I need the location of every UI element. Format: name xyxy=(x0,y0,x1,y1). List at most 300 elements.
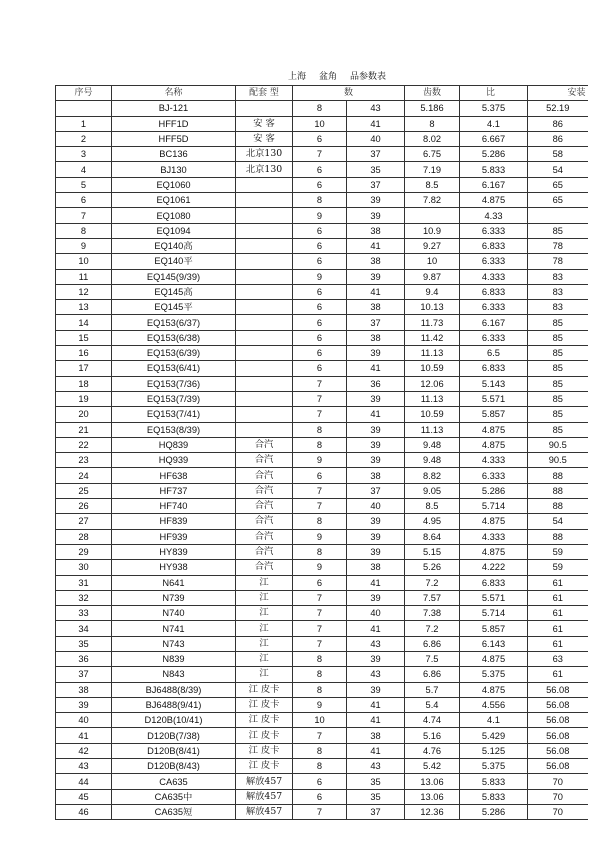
table-row xyxy=(56,131,588,146)
row-seq: 46 xyxy=(56,804,112,819)
row-ratio-1: 9.05 xyxy=(405,483,460,498)
row-seq: 26 xyxy=(56,499,112,514)
table-row xyxy=(56,269,588,284)
row-teeth-1: 8 xyxy=(293,682,347,697)
row-teeth-2: 39 xyxy=(347,453,405,468)
row-teeth-2: 39 xyxy=(347,529,405,544)
row-ratio-2: 5.375 xyxy=(460,759,528,774)
row-install: 61 xyxy=(528,590,588,605)
row-seq: 16 xyxy=(56,346,112,361)
row-name: HF737 xyxy=(112,483,236,498)
header-config: 配套 型 xyxy=(236,86,293,101)
table-row xyxy=(56,789,588,804)
row-ratio-2: 6.333 xyxy=(460,223,528,238)
row-teeth-2: 43 xyxy=(347,667,405,682)
row-config xyxy=(236,101,293,116)
row-ratio-1: 12.06 xyxy=(405,376,460,391)
row-config xyxy=(236,361,293,376)
row-teeth-1: 6 xyxy=(293,346,347,361)
row-ratio-2: 5.857 xyxy=(460,621,528,636)
row-teeth-1: 9 xyxy=(293,560,347,575)
row-teeth-1: 9 xyxy=(293,529,347,544)
row-config xyxy=(236,208,293,223)
row-config xyxy=(236,284,293,299)
row-install: 52.19 xyxy=(528,101,588,116)
row-teeth-1: 6 xyxy=(293,789,347,804)
row-ratio-2: 4.875 xyxy=(460,193,528,208)
row-name: EQ153(6/37) xyxy=(112,315,236,330)
table-row xyxy=(56,590,588,605)
table-row xyxy=(56,697,588,712)
row-install xyxy=(528,208,588,223)
row-ratio-1: 8.02 xyxy=(405,131,460,146)
row-teeth-1: 9 xyxy=(293,269,347,284)
row-seq: 14 xyxy=(56,315,112,330)
row-ratio-1: 11.13 xyxy=(405,346,460,361)
row-config: 江 xyxy=(236,667,293,682)
table-row xyxy=(56,346,588,361)
table-row xyxy=(56,682,588,697)
row-teeth-2: 39 xyxy=(347,391,405,406)
row-seq: 34 xyxy=(56,621,112,636)
row-ratio-2: 4.333 xyxy=(460,453,528,468)
row-teeth-2: 37 xyxy=(347,177,405,192)
row-install: 58 xyxy=(528,147,588,162)
table-row xyxy=(56,223,588,238)
row-teeth-2: 37 xyxy=(347,315,405,330)
row-teeth-2: 41 xyxy=(347,697,405,712)
row-seq: 43 xyxy=(56,759,112,774)
row-install: 83 xyxy=(528,269,588,284)
row-ratio-2: 5.833 xyxy=(460,774,528,789)
row-config: 江 xyxy=(236,575,293,590)
row-name: D120B(7/38) xyxy=(112,728,236,743)
row-seq: 42 xyxy=(56,743,112,758)
row-teeth-2: 41 xyxy=(347,361,405,376)
row-ratio-2: 6.167 xyxy=(460,177,528,192)
row-teeth-1: 6 xyxy=(293,254,347,269)
row-config xyxy=(236,346,293,361)
table-row xyxy=(56,636,588,651)
row-config: 合汽 xyxy=(236,529,293,544)
row-ratio-2: 4.333 xyxy=(460,529,528,544)
row-name: HFF5D xyxy=(112,131,236,146)
row-name: EQ153(8/39) xyxy=(112,422,236,437)
row-config xyxy=(236,254,293,269)
row-teeth-1: 6 xyxy=(293,162,347,177)
row-teeth-2: 38 xyxy=(347,330,405,345)
row-install: 56.08 xyxy=(528,682,588,697)
row-install: 83 xyxy=(528,300,588,315)
row-ratio-2: 5.429 xyxy=(460,728,528,743)
row-seq: 27 xyxy=(56,514,112,529)
row-seq: 44 xyxy=(56,774,112,789)
table-row xyxy=(56,116,588,131)
row-name: HQ839 xyxy=(112,437,236,452)
row-name: HY938 xyxy=(112,560,236,575)
row-ratio-1: 11.13 xyxy=(405,422,460,437)
row-seq: 30 xyxy=(56,560,112,575)
row-ratio-2: 5.375 xyxy=(460,101,528,116)
row-name: BJ6488(9/41) xyxy=(112,697,236,712)
row-teeth-2: 38 xyxy=(347,300,405,315)
table-row xyxy=(56,606,588,621)
row-teeth-2: 35 xyxy=(347,789,405,804)
row-seq: 20 xyxy=(56,407,112,422)
row-ratio-1: 4.74 xyxy=(405,713,460,728)
row-seq: 25 xyxy=(56,483,112,498)
row-ratio-2: 6.333 xyxy=(460,300,528,315)
row-teeth-2: 41 xyxy=(347,713,405,728)
table-row xyxy=(56,101,588,116)
row-install: 59 xyxy=(528,560,588,575)
row-install: 70 xyxy=(528,804,588,819)
row-install: 83 xyxy=(528,284,588,299)
row-config: 江 xyxy=(236,636,293,651)
row-config xyxy=(236,330,293,345)
row-ratio-2: 4.33 xyxy=(460,208,528,223)
row-teeth-2: 40 xyxy=(347,606,405,621)
row-name: EQ1061 xyxy=(112,193,236,208)
row-ratio-1: 8.5 xyxy=(405,177,460,192)
row-name: N740 xyxy=(112,606,236,621)
row-install: 65 xyxy=(528,193,588,208)
row-ratio-1: 11.73 xyxy=(405,315,460,330)
row-ratio-1: 5.15 xyxy=(405,544,460,559)
row-seq: 23 xyxy=(56,453,112,468)
row-ratio-2: 5.714 xyxy=(460,499,528,514)
row-seq: 7 xyxy=(56,208,112,223)
row-install: 90.5 xyxy=(528,453,588,468)
row-ratio-1: 9.48 xyxy=(405,453,460,468)
row-teeth-2: 39 xyxy=(347,590,405,605)
row-teeth-2: 41 xyxy=(347,621,405,636)
row-name: EQ140高 xyxy=(112,238,236,253)
row-install: 90.5 xyxy=(528,437,588,452)
table-row xyxy=(56,147,588,162)
row-config xyxy=(236,223,293,238)
row-seq: 28 xyxy=(56,529,112,544)
row-teeth-2: 39 xyxy=(347,422,405,437)
row-teeth-1: 6 xyxy=(293,774,347,789)
row-install: 85 xyxy=(528,346,588,361)
row-seq: 9 xyxy=(56,238,112,253)
row-name: N641 xyxy=(112,575,236,590)
row-config: 解放457 xyxy=(236,789,293,804)
row-teeth-2: 35 xyxy=(347,774,405,789)
row-teeth-1: 8 xyxy=(293,544,347,559)
table-row xyxy=(56,330,588,345)
row-seq: 15 xyxy=(56,330,112,345)
row-install: 85 xyxy=(528,315,588,330)
row-ratio-1: 8.64 xyxy=(405,529,460,544)
row-teeth-2: 39 xyxy=(347,437,405,452)
table-row xyxy=(56,284,588,299)
row-name: BC136 xyxy=(112,147,236,162)
row-ratio-1: 7.5 xyxy=(405,651,460,666)
row-teeth-2: 38 xyxy=(347,468,405,483)
row-install: 65 xyxy=(528,177,588,192)
row-ratio-1: 7.2 xyxy=(405,575,460,590)
row-teeth-1: 9 xyxy=(293,697,347,712)
row-teeth-1: 6 xyxy=(293,223,347,238)
row-config: 江 xyxy=(236,651,293,666)
table-row xyxy=(56,208,588,223)
row-install: 56.08 xyxy=(528,728,588,743)
table-row xyxy=(56,529,588,544)
row-ratio-1: 8.5 xyxy=(405,499,460,514)
row-teeth-2: 39 xyxy=(347,269,405,284)
row-name: EQ145平 xyxy=(112,300,236,315)
row-ratio-1: 7.57 xyxy=(405,590,460,605)
row-teeth-2: 41 xyxy=(347,116,405,131)
table-row xyxy=(56,391,588,406)
row-config: 江 皮卡 xyxy=(236,743,293,758)
row-install: 85 xyxy=(528,223,588,238)
row-ratio-1: 9.48 xyxy=(405,437,460,452)
row-ratio-1: 10.59 xyxy=(405,407,460,422)
row-teeth-1: 10 xyxy=(293,713,347,728)
row-name: N843 xyxy=(112,667,236,682)
table-row xyxy=(56,560,588,575)
row-ratio-2: 4.875 xyxy=(460,544,528,559)
table-row xyxy=(56,361,588,376)
title-part-3: 品参数表 xyxy=(350,72,387,82)
row-ratio-1: 7.19 xyxy=(405,162,460,177)
row-config: 合汽 xyxy=(236,560,293,575)
row-install: 63 xyxy=(528,651,588,666)
row-config xyxy=(236,407,293,422)
row-teeth-1: 6 xyxy=(293,238,347,253)
row-config xyxy=(236,238,293,253)
row-teeth-2: 39 xyxy=(347,651,405,666)
row-teeth-2: 39 xyxy=(347,193,405,208)
row-seq: 12 xyxy=(56,284,112,299)
row-config: 江 皮卡 xyxy=(236,728,293,743)
row-ratio-2: 6.833 xyxy=(460,284,528,299)
row-name: EQ1080 xyxy=(112,208,236,223)
row-config: 北京130 xyxy=(236,147,293,162)
row-install: 70 xyxy=(528,774,588,789)
table-title xyxy=(0,69,600,83)
row-config xyxy=(236,300,293,315)
row-teeth-1: 7 xyxy=(293,391,347,406)
row-seq: 45 xyxy=(56,789,112,804)
row-ratio-1: 7.2 xyxy=(405,621,460,636)
row-name: CA635短 xyxy=(112,804,236,819)
row-ratio-2: 4.875 xyxy=(460,651,528,666)
row-seq: 5 xyxy=(56,177,112,192)
row-teeth-1: 6 xyxy=(293,177,347,192)
row-ratio-2: 4.1 xyxy=(460,116,528,131)
row-seq: 37 xyxy=(56,667,112,682)
table-row xyxy=(56,162,588,177)
row-teeth-2: 37 xyxy=(347,147,405,162)
row-ratio-2: 4.875 xyxy=(460,514,528,529)
table-row xyxy=(56,453,588,468)
table-row xyxy=(56,376,588,391)
row-name: BJ-121 xyxy=(112,101,236,116)
row-teeth-1: 8 xyxy=(293,193,347,208)
row-seq: 4 xyxy=(56,162,112,177)
header-ratio: 比 xyxy=(460,86,528,101)
row-teeth-1: 7 xyxy=(293,376,347,391)
row-name: D120B(8/41) xyxy=(112,743,236,758)
row-name: EQ153(6/41) xyxy=(112,361,236,376)
row-ratio-1: 8 xyxy=(405,116,460,131)
row-seq: 8 xyxy=(56,223,112,238)
row-teeth-2: 39 xyxy=(347,208,405,223)
row-teeth-1: 8 xyxy=(293,422,347,437)
row-install: 61 xyxy=(528,667,588,682)
title-part-1: 上海 xyxy=(288,72,307,82)
row-ratio-2: 4.556 xyxy=(460,697,528,712)
row-ratio-1: 11.13 xyxy=(405,391,460,406)
row-ratio-1 xyxy=(405,208,460,223)
row-name: HF939 xyxy=(112,529,236,544)
row-name: EQ153(6/38) xyxy=(112,330,236,345)
row-name: EQ153(7/41) xyxy=(112,407,236,422)
row-config: 江 皮卡 xyxy=(236,713,293,728)
header-seq: 序号 xyxy=(56,86,112,101)
row-install: 88 xyxy=(528,499,588,514)
row-ratio-1: 9.27 xyxy=(405,238,460,253)
row-name: EQ145(9/39) xyxy=(112,269,236,284)
row-name: D120B(10/41) xyxy=(112,713,236,728)
row-teeth-2: 39 xyxy=(347,514,405,529)
row-config xyxy=(236,315,293,330)
row-teeth-2: 38 xyxy=(347,254,405,269)
row-ratio-2: 5.714 xyxy=(460,606,528,621)
row-teeth-1: 6 xyxy=(293,575,347,590)
row-ratio-1: 5.16 xyxy=(405,728,460,743)
row-config: 合汽 xyxy=(236,544,293,559)
row-config: 合汽 xyxy=(236,483,293,498)
row-config xyxy=(236,376,293,391)
row-ratio-2: 6.333 xyxy=(460,468,528,483)
row-install: 78 xyxy=(528,238,588,253)
row-teeth-2: 43 xyxy=(347,759,405,774)
row-config xyxy=(236,422,293,437)
table-row xyxy=(56,468,588,483)
table-row xyxy=(56,759,588,774)
row-install: 70 xyxy=(528,789,588,804)
row-install: 86 xyxy=(528,116,588,131)
row-config: 解放457 xyxy=(236,804,293,819)
row-seq: 35 xyxy=(56,636,112,651)
row-ratio-1: 8.82 xyxy=(405,468,460,483)
row-name: EQ153(6/39) xyxy=(112,346,236,361)
row-config xyxy=(236,391,293,406)
row-ratio-1: 5.186 xyxy=(405,101,460,116)
row-ratio-2: 5.833 xyxy=(460,789,528,804)
row-name: EQ153(7/36) xyxy=(112,376,236,391)
table-row xyxy=(56,804,588,819)
row-name: N741 xyxy=(112,621,236,636)
row-config: 解放457 xyxy=(236,774,293,789)
row-name: EQ1060 xyxy=(112,177,236,192)
row-ratio-2: 5.286 xyxy=(460,804,528,819)
row-ratio-2: 5.143 xyxy=(460,376,528,391)
row-seq: 29 xyxy=(56,544,112,559)
row-install: 61 xyxy=(528,636,588,651)
row-seq: 13 xyxy=(56,300,112,315)
table-row xyxy=(56,743,588,758)
row-ratio-1: 10.9 xyxy=(405,223,460,238)
row-name: HF638 xyxy=(112,468,236,483)
row-config: 北京130 xyxy=(236,162,293,177)
row-name: N839 xyxy=(112,651,236,666)
row-seq: 39 xyxy=(56,697,112,712)
header-install: 安装 xyxy=(528,86,588,101)
row-config xyxy=(236,269,293,284)
row-seq: 36 xyxy=(56,651,112,666)
table-row xyxy=(56,254,588,269)
row-ratio-1: 7.38 xyxy=(405,606,460,621)
row-seq: 33 xyxy=(56,606,112,621)
row-teeth-1: 6 xyxy=(293,468,347,483)
row-ratio-2: 5.571 xyxy=(460,391,528,406)
row-install: 56.08 xyxy=(528,743,588,758)
row-ratio-2: 4.333 xyxy=(460,269,528,284)
row-name: CA635 xyxy=(112,774,236,789)
row-ratio-1: 5.7 xyxy=(405,682,460,697)
row-name: BJ130 xyxy=(112,162,236,177)
row-teeth-1: 7 xyxy=(293,147,347,162)
header-teeth-sub: 齿数 xyxy=(405,86,460,101)
row-name: N739 xyxy=(112,590,236,605)
row-ratio-1: 5.4 xyxy=(405,697,460,712)
row-teeth-2: 39 xyxy=(347,544,405,559)
row-name: EQ145高 xyxy=(112,284,236,299)
row-teeth-1: 8 xyxy=(293,651,347,666)
row-name: HF839 xyxy=(112,514,236,529)
row-teeth-1: 6 xyxy=(293,284,347,299)
row-teeth-2: 36 xyxy=(347,376,405,391)
row-seq: 31 xyxy=(56,575,112,590)
table-row xyxy=(56,651,588,666)
row-name: EQ1094 xyxy=(112,223,236,238)
table-row xyxy=(56,544,588,559)
row-ratio-1: 4.76 xyxy=(405,743,460,758)
row-config: 江 皮卡 xyxy=(236,697,293,712)
row-install: 56.08 xyxy=(528,759,588,774)
row-install: 88 xyxy=(528,468,588,483)
row-install: 54 xyxy=(528,514,588,529)
header-teeth: 数 xyxy=(293,86,405,101)
row-name: EQ153(7/39) xyxy=(112,391,236,406)
row-ratio-1: 7.82 xyxy=(405,193,460,208)
row-config: 江 xyxy=(236,606,293,621)
row-name: EQ140平 xyxy=(112,254,236,269)
row-config: 江 xyxy=(236,590,293,605)
row-seq: 18 xyxy=(56,376,112,391)
row-teeth-2: 39 xyxy=(347,346,405,361)
row-teeth-1: 7 xyxy=(293,407,347,422)
row-teeth-1: 7 xyxy=(293,636,347,651)
row-teeth-1: 8 xyxy=(293,667,347,682)
row-ratio-1: 9.4 xyxy=(405,284,460,299)
row-name: HQ939 xyxy=(112,453,236,468)
row-teeth-2: 43 xyxy=(347,636,405,651)
row-ratio-2: 6.833 xyxy=(460,575,528,590)
row-install: 85 xyxy=(528,407,588,422)
row-seq: 11 xyxy=(56,269,112,284)
table-row xyxy=(56,437,588,452)
row-ratio-1: 5.26 xyxy=(405,560,460,575)
row-ratio-2: 4.875 xyxy=(460,682,528,697)
table-row xyxy=(56,514,588,529)
